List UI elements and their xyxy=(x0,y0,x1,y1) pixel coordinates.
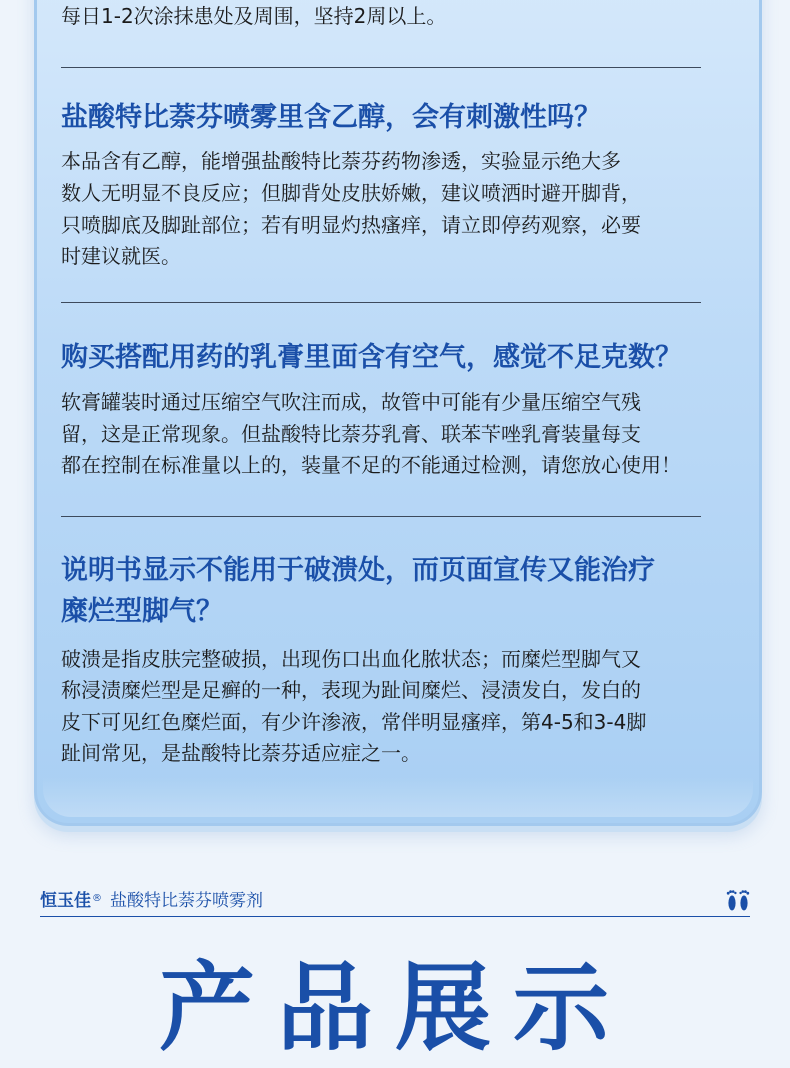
faq-answer-line: 数人无明显不良反应；但脚背处皮肤娇嫩，建议喷洒时避开脚背， xyxy=(61,181,641,205)
faq-answer-line: 都在控制在标准量以上的，装量不足的不能通过检测，请您放心使用！ xyxy=(61,453,681,477)
faq-answer-line: 破溃是指皮肤完整破损，出现伤口出血化脓状态；而糜烂型脚气又 xyxy=(61,647,641,671)
brand-row xyxy=(40,884,263,912)
faq-question: 盐酸特比萘芬喷雾里含乙醇，会有刺激性吗？ xyxy=(61,102,601,133)
faq-answer-line: 只喷脚底及脚趾部位；若有明显灼热瘙痒，请立即停药观察，必要 xyxy=(61,213,641,237)
faq-answer-line: 留，这是正常现象。但盐酸特比萘芬乳膏、联苯苄唑乳膏装量每支 xyxy=(61,422,641,446)
faq-answer-line: 本品含有乙醇，能增强盐酸特比萘芬药物渗透，实验显示绝大多 xyxy=(61,149,621,173)
faq-question: 说明书显示不能用于破溃处，而页面宣传又能治疗 xyxy=(61,555,655,586)
brand-product: 盐酸特比萘芬喷雾剂 xyxy=(110,890,263,911)
faq-question: 糜烂型脚气？ xyxy=(61,596,223,627)
faq-divider xyxy=(61,516,701,517)
top-answer: 每日1-2次涂抹患处及周围，坚持2周以上。 xyxy=(61,4,447,28)
faq-answer-line: 称浸渍糜烂型是足癣的一种，表现为趾间糜烂、浸渍发白，发白的 xyxy=(61,678,641,702)
faq-divider xyxy=(61,302,701,303)
brand-registered-mark: ® xyxy=(92,892,102,904)
faq-divider xyxy=(61,67,701,68)
section-title: 产品展示 xyxy=(159,952,631,1064)
brand-name: 恒玉佳 xyxy=(40,890,91,911)
feet-icon xyxy=(724,888,752,914)
faq-answer-line: 皮下可见红色糜烂面，有少许渗液，常伴明显瘙痒，第4-5和3-4脚 xyxy=(61,710,647,734)
faq-answer-line: 时建议就医。 xyxy=(61,244,181,268)
faq-answer-line: 软膏罐装时通过压缩空气吹注而成，故管中可能有少量压缩空气残 xyxy=(61,390,641,414)
faq-answer-line: 趾间常见，是盐酸特比萘芬适应症之一。 xyxy=(61,741,421,765)
brand-divider xyxy=(40,916,750,917)
faq-question: 购买搭配用药的乳膏里面含有空气，感觉不足克数？ xyxy=(61,342,682,373)
